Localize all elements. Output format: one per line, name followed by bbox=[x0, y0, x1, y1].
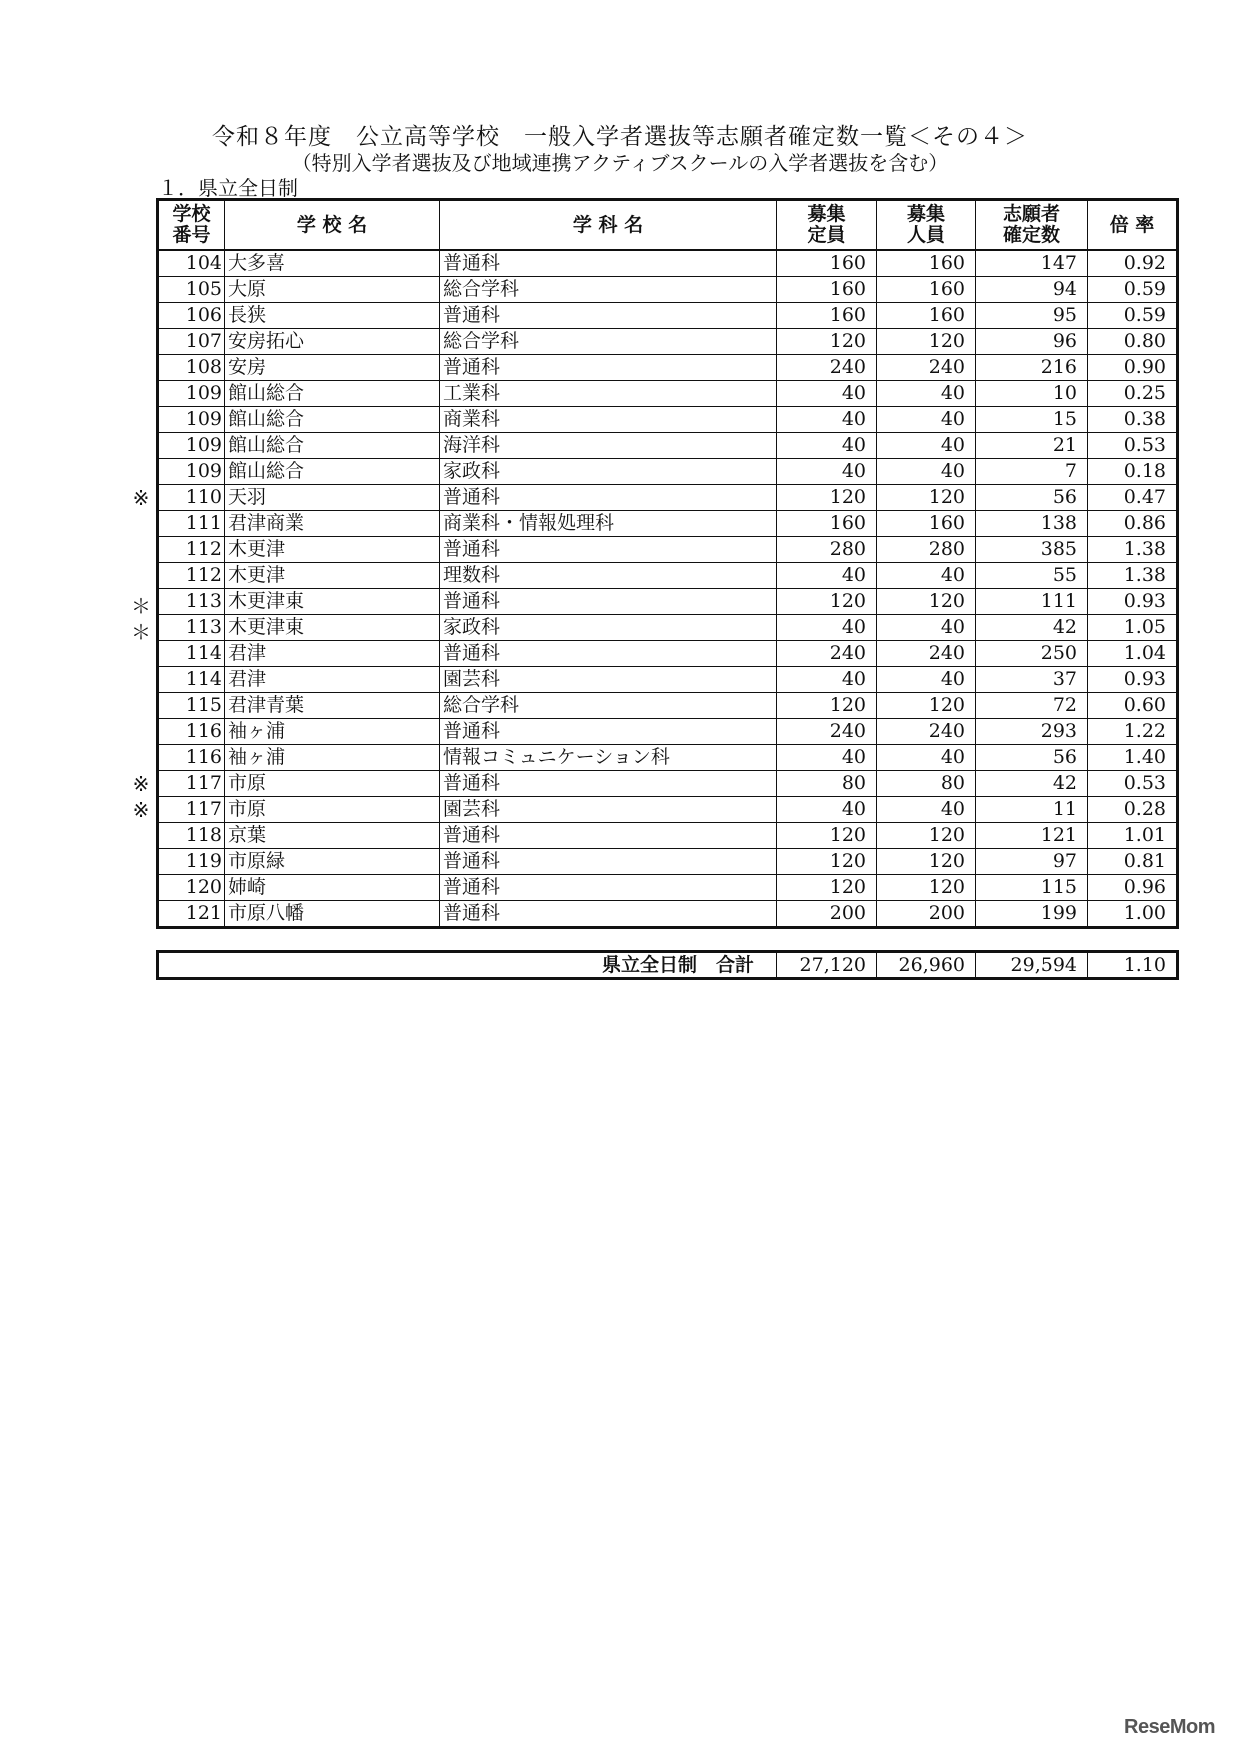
school-name-cell: 天羽 bbox=[225, 485, 440, 511]
ratio-cell: 1.38 bbox=[1088, 537, 1178, 563]
header-capacity bbox=[777, 200, 877, 251]
school-name-cell: 市原 bbox=[225, 771, 440, 797]
table-row bbox=[158, 615, 1178, 641]
recruit-cell: 240 bbox=[877, 641, 976, 667]
header-applicants-line1: 志願者 bbox=[1002, 203, 1060, 225]
header-school-no-line1: 学校 bbox=[172, 203, 211, 225]
applicants-cell: 55 bbox=[976, 563, 1088, 589]
ratio-cell: 0.38 bbox=[1088, 407, 1178, 433]
department-cell: 普通科 bbox=[440, 537, 777, 563]
table-row bbox=[158, 719, 1178, 745]
recruit-cell: 120 bbox=[877, 485, 976, 511]
total-row bbox=[158, 952, 1178, 979]
school-name-cell: 館山総合 bbox=[225, 407, 440, 433]
capacity-cell: 280 bbox=[777, 537, 877, 563]
school-no-cell: 118 bbox=[158, 823, 225, 849]
row-note-mark: ※ bbox=[132, 798, 150, 822]
row-note-mark: ※ bbox=[132, 772, 150, 796]
table-row bbox=[158, 771, 1178, 797]
header-applicants-line2: 確定数 bbox=[1002, 224, 1060, 246]
total-capacity: 27,120 bbox=[777, 952, 877, 979]
recruit-cell: 40 bbox=[877, 433, 976, 459]
ratio-cell: 0.60 bbox=[1088, 693, 1178, 719]
school-name-cell: 市原八幡 bbox=[225, 901, 440, 928]
recruit-cell: 160 bbox=[877, 511, 976, 537]
capacity-cell: 120 bbox=[777, 589, 877, 615]
school-name-cell: 君津青葉 bbox=[225, 693, 440, 719]
school-name-cell: 大多喜 bbox=[225, 250, 440, 277]
department-cell: 総合学科 bbox=[440, 277, 777, 303]
recruit-cell: 40 bbox=[877, 381, 976, 407]
applicants-cell: 21 bbox=[976, 433, 1088, 459]
school-name-cell: 長狭 bbox=[225, 303, 440, 329]
ratio-cell: 0.81 bbox=[1088, 849, 1178, 875]
school-no-cell: 109 bbox=[158, 381, 225, 407]
capacity-cell: 240 bbox=[777, 719, 877, 745]
school-name-cell: 姉崎 bbox=[225, 875, 440, 901]
capacity-cell: 160 bbox=[777, 511, 877, 537]
ratio-cell: 0.93 bbox=[1088, 667, 1178, 693]
ratio-cell: 0.80 bbox=[1088, 329, 1178, 355]
row-note-mark: ※ bbox=[132, 486, 150, 510]
school-no-cell: 114 bbox=[158, 641, 225, 667]
ratio-cell: 0.90 bbox=[1088, 355, 1178, 381]
school-name-cell: 木更津 bbox=[225, 563, 440, 589]
header-row bbox=[158, 200, 1178, 251]
applicants-cell: 216 bbox=[976, 355, 1088, 381]
applicants-cell: 385 bbox=[976, 537, 1088, 563]
department-cell: 普通科 bbox=[440, 303, 777, 329]
school-name-cell: 館山総合 bbox=[225, 433, 440, 459]
school-name-cell: 木更津東 bbox=[225, 615, 440, 641]
school-no-cell: 112 bbox=[158, 563, 225, 589]
school-no-cell: 117 bbox=[158, 797, 225, 823]
applicants-table bbox=[156, 198, 1179, 929]
recruit-cell: 120 bbox=[877, 589, 976, 615]
ratio-cell: 0.53 bbox=[1088, 771, 1178, 797]
table-row bbox=[158, 849, 1178, 875]
school-name-cell: 君津商業 bbox=[225, 511, 440, 537]
school-no-cell: 117 bbox=[158, 771, 225, 797]
applicants-cell: 97 bbox=[976, 849, 1088, 875]
applicants-cell: 199 bbox=[976, 901, 1088, 928]
recruit-cell: 120 bbox=[877, 823, 976, 849]
department-cell: 情報コミュニケーション科 bbox=[440, 745, 777, 771]
row-note-mark: ＊ bbox=[131, 620, 151, 644]
header-department: 学 科 名 bbox=[440, 200, 777, 251]
resemom-watermark-logo: ReseMom bbox=[1124, 1716, 1215, 1738]
applicants-cell: 7 bbox=[976, 459, 1088, 485]
ratio-cell: 0.93 bbox=[1088, 589, 1178, 615]
capacity-cell: 160 bbox=[777, 277, 877, 303]
applicants-cell: 250 bbox=[976, 641, 1088, 667]
department-cell: 海洋科 bbox=[440, 433, 777, 459]
table-row bbox=[158, 563, 1178, 589]
total-table bbox=[156, 950, 1179, 980]
applicants-cell: 138 bbox=[976, 511, 1088, 537]
school-no-cell: 112 bbox=[158, 537, 225, 563]
capacity-cell: 120 bbox=[777, 823, 877, 849]
school-no-cell: 109 bbox=[158, 433, 225, 459]
header-school-no-line2: 番号 bbox=[172, 224, 211, 246]
school-name-cell: 君津 bbox=[225, 641, 440, 667]
table-row bbox=[158, 511, 1178, 537]
recruit-cell: 240 bbox=[877, 719, 976, 745]
department-cell: 普通科 bbox=[440, 641, 777, 667]
table-row bbox=[158, 693, 1178, 719]
capacity-cell: 40 bbox=[777, 615, 877, 641]
applicants-cell: 56 bbox=[976, 745, 1088, 771]
applicants-cell: 11 bbox=[976, 797, 1088, 823]
school-no-cell: 116 bbox=[158, 719, 225, 745]
school-no-cell: 107 bbox=[158, 329, 225, 355]
recruit-cell: 120 bbox=[877, 875, 976, 901]
department-cell: 普通科 bbox=[440, 849, 777, 875]
school-name-cell: 君津 bbox=[225, 667, 440, 693]
department-cell: 普通科 bbox=[440, 771, 777, 797]
school-name-cell: 市原緑 bbox=[225, 849, 440, 875]
school-no-cell: 121 bbox=[158, 901, 225, 928]
school-no-cell: 115 bbox=[158, 693, 225, 719]
table-row bbox=[158, 797, 1178, 823]
department-cell: 普通科 bbox=[440, 589, 777, 615]
recruit-cell: 120 bbox=[877, 693, 976, 719]
school-no-cell: 114 bbox=[158, 667, 225, 693]
total-recruit: 26,960 bbox=[877, 952, 976, 979]
ratio-cell: 1.05 bbox=[1088, 615, 1178, 641]
table-row bbox=[158, 537, 1178, 563]
table-row bbox=[158, 303, 1178, 329]
capacity-cell: 40 bbox=[777, 433, 877, 459]
school-no-cell: 110 bbox=[158, 485, 225, 511]
capacity-cell: 160 bbox=[777, 250, 877, 277]
page-subtitle: （特別入学者選抜及び地域連携アクティブスクールの入学者選抜を含む） bbox=[291, 151, 949, 175]
table-row bbox=[158, 667, 1178, 693]
ratio-cell: 1.04 bbox=[1088, 641, 1178, 667]
capacity-cell: 240 bbox=[777, 641, 877, 667]
table-row bbox=[158, 355, 1178, 381]
applicants-cell: 293 bbox=[976, 719, 1088, 745]
header-ratio: 倍 率 bbox=[1088, 200, 1178, 251]
ratio-cell: 0.92 bbox=[1088, 250, 1178, 277]
row-note-mark: ＊ bbox=[131, 594, 151, 618]
department-cell: 普通科 bbox=[440, 355, 777, 381]
school-name-cell: 袖ヶ浦 bbox=[225, 745, 440, 771]
ratio-cell: 1.00 bbox=[1088, 901, 1178, 928]
header-recruit-line1: 募集 bbox=[906, 203, 945, 225]
capacity-cell: 40 bbox=[777, 407, 877, 433]
capacity-cell: 240 bbox=[777, 355, 877, 381]
capacity-cell: 40 bbox=[777, 459, 877, 485]
header-school-no bbox=[158, 200, 225, 251]
school-no-cell: 105 bbox=[158, 277, 225, 303]
ratio-cell: 0.59 bbox=[1088, 303, 1178, 329]
applicants-cell: 96 bbox=[976, 329, 1088, 355]
school-name-cell: 大原 bbox=[225, 277, 440, 303]
recruit-cell: 240 bbox=[877, 355, 976, 381]
school-name-cell: 館山総合 bbox=[225, 459, 440, 485]
ratio-cell: 0.86 bbox=[1088, 511, 1178, 537]
department-cell: 普通科 bbox=[440, 250, 777, 277]
table-row bbox=[158, 589, 1178, 615]
department-cell: 普通科 bbox=[440, 875, 777, 901]
table-row bbox=[158, 277, 1178, 303]
capacity-cell: 40 bbox=[777, 745, 877, 771]
school-name-cell: 安房拓心 bbox=[225, 329, 440, 355]
capacity-cell: 120 bbox=[777, 693, 877, 719]
table-row bbox=[158, 901, 1178, 928]
school-name-cell: 市原 bbox=[225, 797, 440, 823]
school-no-cell: 113 bbox=[158, 615, 225, 641]
applicants-cell: 115 bbox=[976, 875, 1088, 901]
table-row bbox=[158, 641, 1178, 667]
capacity-cell: 200 bbox=[777, 901, 877, 928]
applicants-cell: 42 bbox=[976, 771, 1088, 797]
table-row bbox=[158, 459, 1178, 485]
department-cell: 工業科 bbox=[440, 381, 777, 407]
total-label: 県立全日制 合計 bbox=[158, 952, 777, 979]
recruit-cell: 40 bbox=[877, 745, 976, 771]
recruit-cell: 120 bbox=[877, 329, 976, 355]
table-row bbox=[158, 250, 1178, 277]
header-school-name: 学 校 名 bbox=[225, 200, 440, 251]
applicants-cell: 95 bbox=[976, 303, 1088, 329]
applicants-cell: 111 bbox=[976, 589, 1088, 615]
table-row bbox=[158, 823, 1178, 849]
recruit-cell: 40 bbox=[877, 615, 976, 641]
ratio-cell: 0.25 bbox=[1088, 381, 1178, 407]
school-name-cell: 袖ヶ浦 bbox=[225, 719, 440, 745]
table-row bbox=[158, 407, 1178, 433]
table-row bbox=[158, 329, 1178, 355]
recruit-cell: 40 bbox=[877, 797, 976, 823]
applicants-cell: 10 bbox=[976, 381, 1088, 407]
total-applicants: 29,594 bbox=[976, 952, 1088, 979]
department-cell: 理数科 bbox=[440, 563, 777, 589]
department-cell: 園芸科 bbox=[440, 667, 777, 693]
applicants-cell: 37 bbox=[976, 667, 1088, 693]
department-cell: 普通科 bbox=[440, 719, 777, 745]
ratio-cell: 0.28 bbox=[1088, 797, 1178, 823]
department-cell: 家政科 bbox=[440, 615, 777, 641]
capacity-cell: 40 bbox=[777, 563, 877, 589]
capacity-cell: 80 bbox=[777, 771, 877, 797]
table-row bbox=[158, 745, 1178, 771]
recruit-cell: 80 bbox=[877, 771, 976, 797]
table-row bbox=[158, 433, 1178, 459]
header-recruit-line2: 人員 bbox=[906, 224, 945, 246]
department-cell: 普通科 bbox=[440, 901, 777, 928]
applicants-cell: 72 bbox=[976, 693, 1088, 719]
applicants-cell: 121 bbox=[976, 823, 1088, 849]
school-name-cell: 安房 bbox=[225, 355, 440, 381]
table-row bbox=[158, 485, 1178, 511]
ratio-cell: 0.59 bbox=[1088, 277, 1178, 303]
header-capacity-line2: 定員 bbox=[807, 224, 846, 246]
applicants-cell: 56 bbox=[976, 485, 1088, 511]
capacity-cell: 120 bbox=[777, 329, 877, 355]
recruit-cell: 160 bbox=[877, 250, 976, 277]
recruit-cell: 280 bbox=[877, 537, 976, 563]
ratio-cell: 0.47 bbox=[1088, 485, 1178, 511]
department-cell: 普通科 bbox=[440, 823, 777, 849]
capacity-cell: 40 bbox=[777, 381, 877, 407]
recruit-cell: 120 bbox=[877, 849, 976, 875]
school-no-cell: 119 bbox=[158, 849, 225, 875]
department-cell: 商業科・情報処理科 bbox=[440, 511, 777, 537]
school-no-cell: 113 bbox=[158, 589, 225, 615]
ratio-cell: 1.22 bbox=[1088, 719, 1178, 745]
ratio-cell: 1.38 bbox=[1088, 563, 1178, 589]
school-no-cell: 109 bbox=[158, 407, 225, 433]
ratio-cell: 0.53 bbox=[1088, 433, 1178, 459]
recruit-cell: 160 bbox=[877, 303, 976, 329]
recruit-cell: 40 bbox=[877, 563, 976, 589]
page-title: 令和８年度 公立高等学校 一般入学者選抜等志願者確定数一覧＜その４＞ bbox=[212, 124, 1028, 150]
header-recruit bbox=[877, 200, 976, 251]
ratio-cell: 0.96 bbox=[1088, 875, 1178, 901]
school-no-cell: 111 bbox=[158, 511, 225, 537]
school-name-cell: 木更津 bbox=[225, 537, 440, 563]
capacity-cell: 120 bbox=[777, 485, 877, 511]
header-applicants bbox=[976, 200, 1088, 251]
applicants-cell: 147 bbox=[976, 250, 1088, 277]
department-cell: 園芸科 bbox=[440, 797, 777, 823]
recruit-cell: 160 bbox=[877, 277, 976, 303]
section-heading: １．県立全日制 bbox=[158, 176, 298, 200]
applicants-cell: 94 bbox=[976, 277, 1088, 303]
capacity-cell: 160 bbox=[777, 303, 877, 329]
school-no-cell: 106 bbox=[158, 303, 225, 329]
department-cell: 家政科 bbox=[440, 459, 777, 485]
school-no-cell: 116 bbox=[158, 745, 225, 771]
school-no-cell: 109 bbox=[158, 459, 225, 485]
ratio-cell: 0.18 bbox=[1088, 459, 1178, 485]
total-ratio: 1.10 bbox=[1088, 952, 1178, 979]
table-row bbox=[158, 381, 1178, 407]
school-no-cell: 120 bbox=[158, 875, 225, 901]
recruit-cell: 200 bbox=[877, 901, 976, 928]
recruit-cell: 40 bbox=[877, 407, 976, 433]
capacity-cell: 40 bbox=[777, 797, 877, 823]
ratio-cell: 1.01 bbox=[1088, 823, 1178, 849]
school-no-cell: 104 bbox=[158, 250, 225, 277]
recruit-cell: 40 bbox=[877, 667, 976, 693]
header-capacity-line1: 募集 bbox=[807, 203, 846, 225]
capacity-cell: 120 bbox=[777, 849, 877, 875]
capacity-cell: 40 bbox=[777, 667, 877, 693]
school-name-cell: 京葉 bbox=[225, 823, 440, 849]
recruit-cell: 40 bbox=[877, 459, 976, 485]
department-cell: 普通科 bbox=[440, 485, 777, 511]
school-no-cell: 108 bbox=[158, 355, 225, 381]
ratio-cell: 1.40 bbox=[1088, 745, 1178, 771]
table-row bbox=[158, 875, 1178, 901]
capacity-cell: 120 bbox=[777, 875, 877, 901]
applicants-cell: 15 bbox=[976, 407, 1088, 433]
department-cell: 総合学科 bbox=[440, 693, 777, 719]
department-cell: 総合学科 bbox=[440, 329, 777, 355]
school-name-cell: 館山総合 bbox=[225, 381, 440, 407]
applicants-cell: 42 bbox=[976, 615, 1088, 641]
school-name-cell: 木更津東 bbox=[225, 589, 440, 615]
department-cell: 商業科 bbox=[440, 407, 777, 433]
